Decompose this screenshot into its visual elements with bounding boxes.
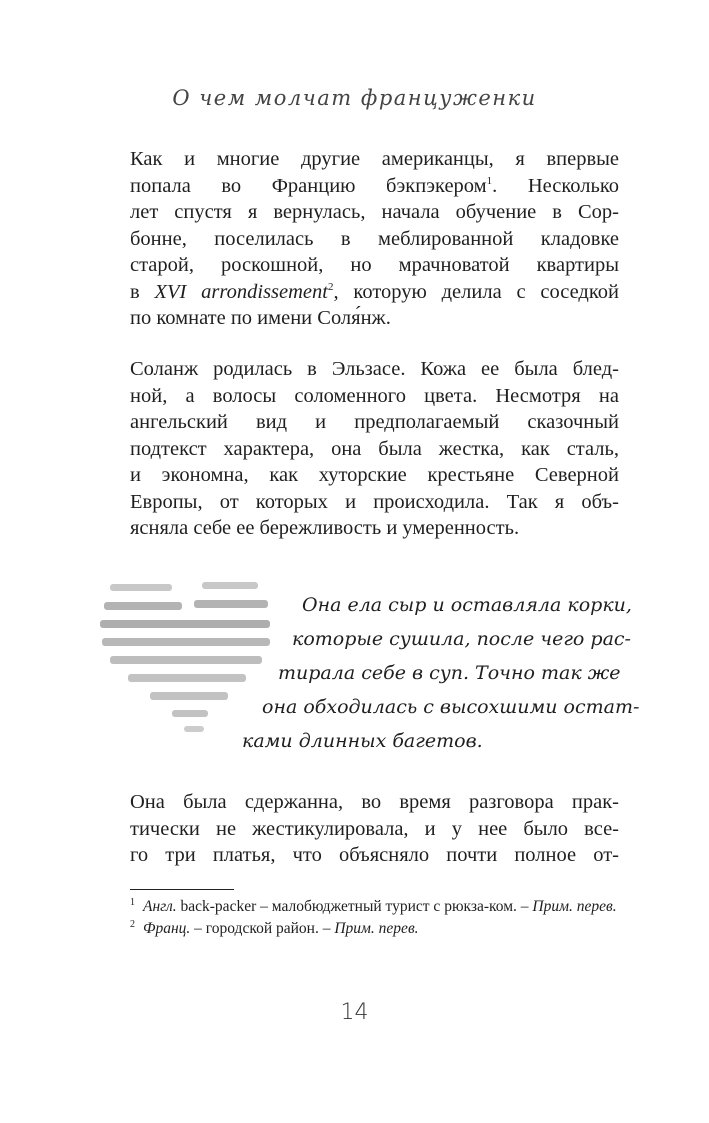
text-line: тически не жестикулировала, и у нее было все- [130,817,619,840]
text-line: Она была сдержанна, во время разговора прак- [130,791,619,813]
text-line: по комнате по имени Соля́нж. [130,307,391,329]
text-line: лет спустя я вернулась, начала обучение в Сор- [130,201,619,223]
quote-line: которые сушила, после чего рас- [292,628,631,650]
text-line: Как и многие другие американцы, я впервые [130,148,619,170]
quote-line: она обходилась с высохшими остат- [262,696,640,718]
footnote-1: $^1$ Англ. back-packer – малобюджетный турист с рюкза-ком. – Прим. перев. [130,896,617,915]
footnote-ref-1[interactable]: 1 [486,174,493,187]
paragraph-2 [130,356,619,542]
page-number: 14 [340,1000,369,1025]
italic-term: XVI arrondissement [154,280,328,303]
text-line: ясняла себе ее бережливость и умеренность. [130,517,520,539]
pull-quote [240,588,640,758]
text-line: ной, а волосы соломенного цвета. Несмотря на [130,384,619,407]
text-line: подтекст характера, она была жестка, как сталь, [130,437,619,460]
quote-line: Она ела сыр и оставляла корки, [302,594,632,616]
text-line: ангельский вид и предполагаемый сказочный [130,411,619,433]
text-line: Европы, от которых и происходила. Так я объ- [130,490,619,513]
quote-line: тирала себе в суп. Точно так же [278,662,621,684]
text-line: старой, роскошной, но мрачноватой квартиры [130,254,619,276]
footnotes [130,896,619,940]
paragraph-1 [130,146,619,332]
text-line: го три платья, что объясняло почти полное от- [130,844,619,866]
footnote-2: $^2$ Франц. – городской район. – Прим. перев. [130,918,419,937]
running-head: О чем молчат француженки [172,86,537,110]
paragraph-3 [130,789,619,869]
text-line: бонне, поселилась в меблированной кладовке [130,227,619,250]
footnote-ref-2[interactable]: 2 [327,280,334,293]
text-line: Соланж родилась в Эльзасе. Кожа ее была блед- [130,358,619,380]
footnote-divider [130,889,234,890]
text-line: попала во Францию бэкпэкером$^1$. Несколько [130,174,619,197]
text-line: и экономна, как хуторские крестьяне Северной [130,464,619,486]
quote-line: ками длинных багетов. [242,730,483,752]
text-line: в XVI arrondissement$^2$, которую делила с соседкой [130,280,619,303]
